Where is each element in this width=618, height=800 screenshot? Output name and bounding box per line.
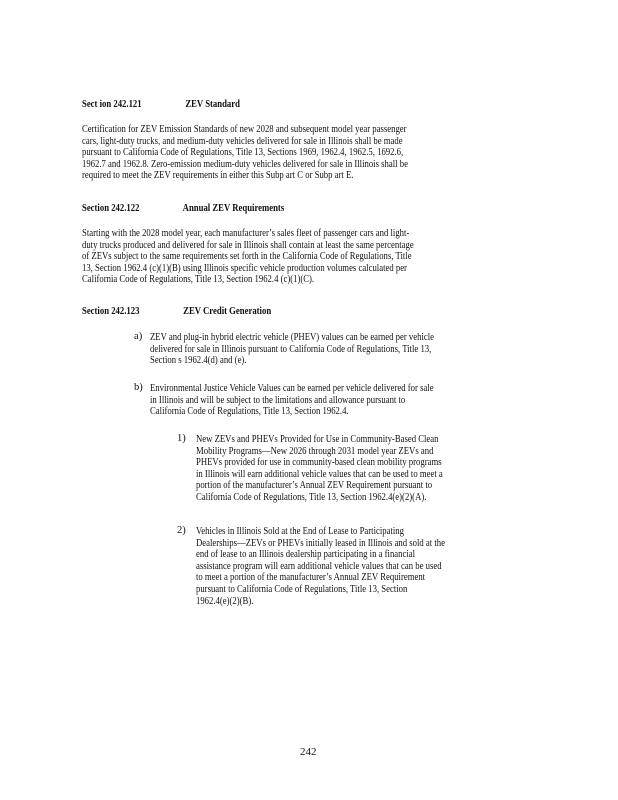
section-body-242-121 bbox=[82, 124, 408, 182]
text-line: ZEV and plug-in hybrid electric vehicle (PHEV) values can be earned per vehicle bbox=[150, 332, 434, 343]
text-line: Mobility Programs—New 2026 through 2031 model year ZEVs and bbox=[196, 445, 434, 457]
sub-list-item-1 bbox=[196, 434, 443, 504]
text-line: Certification for ZEV Emission Standards of new 2028 and subsequent model year passenger bbox=[82, 124, 407, 135]
text-line: end of lease to an Illinois dealership participating in a financial bbox=[196, 549, 416, 561]
section-title: ZEV Credit Generation bbox=[183, 306, 272, 317]
text-line: Environmental Justice Vehicle Values can be earned per vehicle delivered for sale bbox=[150, 383, 434, 394]
section-number: Section 242.122 bbox=[82, 203, 140, 214]
page-number: 242 bbox=[300, 746, 317, 758]
text-line: 1962.7 and 1962.8. Zero-emission medium-duty vehicles delivered for sale in Illinois shall be bbox=[82, 158, 408, 170]
section-number: Sect ion 242.121 bbox=[82, 99, 142, 110]
text-line: Section s 1962.4(d) and (e). bbox=[150, 355, 247, 367]
list-marker-b: b) bbox=[134, 382, 143, 393]
text-line: assistance program will earn additional vehicle values that can be used bbox=[196, 560, 442, 572]
text-line: Dealerships—ZEVs or PHEVs initially leased in Illinois and sold at the bbox=[196, 537, 445, 549]
text-line: pursuant to California Code of Regulations, Title 13, Section bbox=[196, 583, 408, 595]
sub-list-marker-2: 2) bbox=[177, 525, 186, 536]
text-line: cars, light-duty trucks, and medium-duty vehicles delivered for sale in Illinois shall be made bbox=[82, 135, 403, 147]
section-title: ZEV Standard bbox=[185, 99, 240, 110]
section-body-242-122 bbox=[82, 228, 414, 286]
text-line: pursuant to California Code of Regulations, Title 13, Sections 1969, 1962.4, 1962.5, 1692.6, bbox=[82, 147, 404, 159]
list-item-b bbox=[150, 383, 434, 418]
text-line: duty trucks produced and delivered for sale in Illinois shall contain at least the same percentage bbox=[82, 239, 414, 251]
text-line: portion of the manufacturer’s Annual ZEV Requirement pursuant to bbox=[196, 480, 433, 492]
section-heading-242-121 bbox=[82, 99, 240, 110]
text-line: 13, Section 1962.4 (c)(1)(B) using Illinois specific vehicle production volumes calculated per bbox=[82, 262, 407, 274]
text-line: 1962.4(e)(2)(B). bbox=[196, 595, 254, 607]
section-heading-242-122 bbox=[82, 203, 284, 214]
text-line: to meet a portion of the manufacturer’s Annual ZEV Requirement bbox=[196, 572, 426, 584]
text-line: in Illinois and will be subject to the limitations and allowance pursuant to bbox=[150, 394, 406, 406]
section-number: Section 242.123 bbox=[82, 306, 140, 317]
text-line: in Illinois will earn additional vehicle values that can be used to meet a bbox=[196, 468, 443, 480]
text-line: Starting with the 2028 model year, each manufacturer’s sales fleet of passenger cars and light- bbox=[82, 228, 410, 239]
text-line: New ZEVs and PHEVs Provided for Use in Community-Based Clean bbox=[196, 434, 439, 445]
section-heading-242-123 bbox=[82, 306, 271, 317]
sub-list-marker-1: 1) bbox=[177, 433, 186, 444]
sub-list-item-2 bbox=[196, 526, 445, 607]
text-line: California Code of Regulations, Title 13, Section 1962.4 (c)(1)(C). bbox=[82, 274, 315, 286]
text-line: Vehicles in Illinois Sold at the End of Lease to Participating bbox=[196, 526, 404, 537]
text-line: required to meet the ZEV requirements in either this Subp art C or Subp art E. bbox=[82, 170, 354, 182]
list-marker-a: a) bbox=[134, 331, 143, 342]
list-item-a bbox=[150, 332, 434, 367]
text-line: California Code of Regulations, Title 13, Section 1962.4(e)(2)(A). bbox=[196, 491, 427, 503]
text-line: PHEVs provided for use in community-based clean mobility programs bbox=[196, 457, 442, 469]
text-line: of ZEVs subject to the same requirements set forth in the California Code of Regulations, Title bbox=[82, 251, 412, 263]
text-line: delivered for sale in Illinois pursuant to California Code of Regulations, Title 13, bbox=[150, 343, 432, 355]
section-title: Annual ZEV Requirements bbox=[182, 203, 285, 214]
text-line: California Code of Regulations, Title 13, Section 1962.4. bbox=[150, 406, 349, 418]
